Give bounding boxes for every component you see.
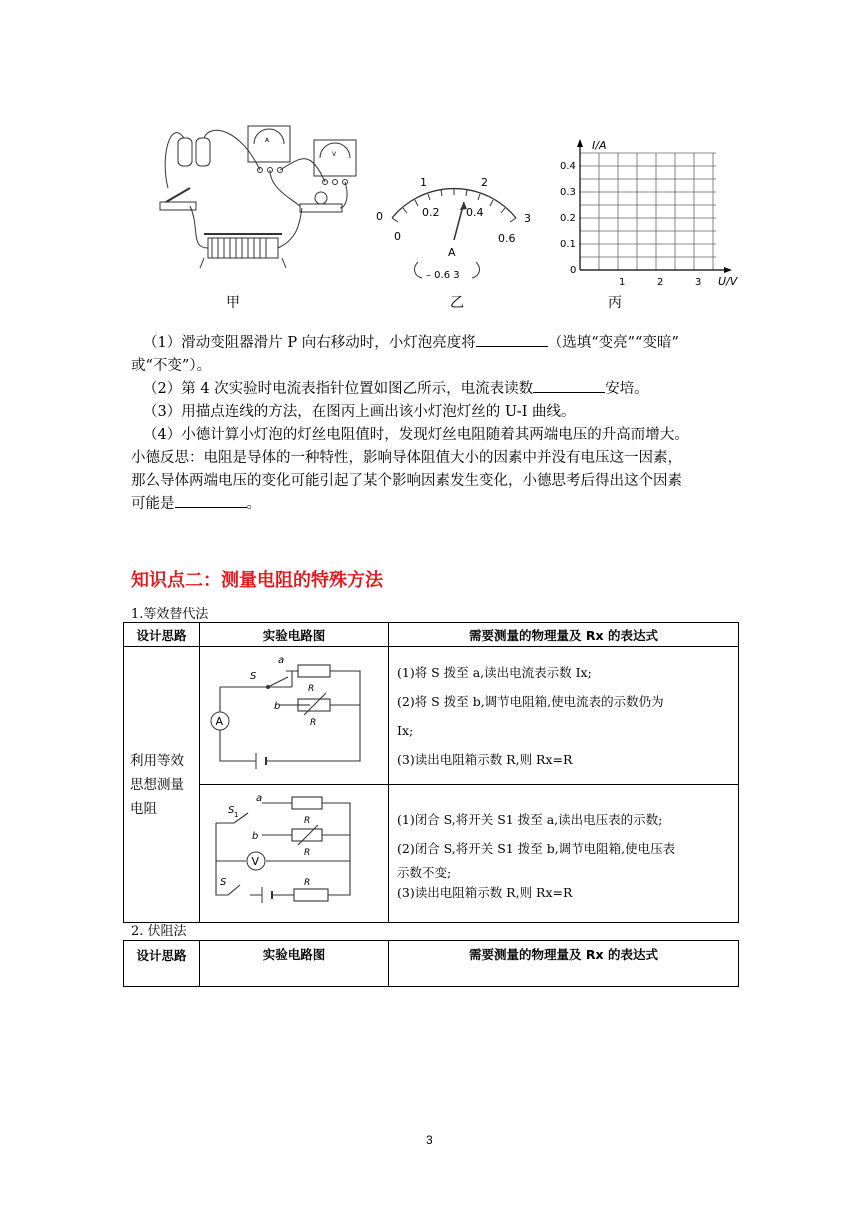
svg-text:A: A	[265, 137, 270, 144]
dial-bottom-1: 0.2	[422, 206, 440, 219]
figure-label-bing: 丙	[608, 295, 622, 311]
table-voltmeter-resistor	[123, 940, 739, 987]
table2-header-idea: 设计思路	[124, 941, 200, 987]
subsection-1-title: 1.等效替代法	[131, 607, 209, 622]
circuit-voltmeter-cell	[200, 785, 389, 923]
apparatus-figure	[150, 118, 360, 288]
answer-blank-1[interactable]	[476, 332, 548, 347]
table1-header-idea: 设计思路	[124, 623, 200, 647]
graph-ytick: 0.4	[560, 161, 576, 172]
circuit-voltmeter-diagram	[200, 785, 388, 919]
question-4: （4）小德计算小灯泡的灯丝电阻值时，发现灯丝电阻随着其两端电压的升高而增大。	[143, 427, 689, 443]
table-equivalent-substitution	[123, 622, 739, 923]
graph-xlabel: U/V	[718, 275, 738, 288]
ammeter-symbol: A	[215, 715, 224, 728]
dial-top-1: 1	[420, 176, 427, 189]
question-4-line2: 小德反思：电阻是导体的一种特性，影响导体阻值大小的因素中并没有电压这一因素，	[131, 450, 682, 466]
subsection-2-title: 2. 伏阻法	[131, 924, 187, 939]
page-number: 3	[426, 1133, 433, 1147]
dial-bottom-3: 0.6	[498, 232, 516, 245]
svg-text:R: R	[304, 878, 311, 888]
answer-blank-2[interactable]	[533, 378, 605, 393]
question-1-cont: 或“不变”）。	[131, 358, 212, 374]
graph-ytick: 0.1	[560, 239, 576, 250]
circuit-ammeter-diagram	[200, 647, 388, 781]
svg-text:b: b	[274, 701, 281, 712]
table1-row1-expression: (1)将 S 拨至 a,读出电流表示数 Ix; (2)将 S 拨至 b,调节电阻箱,使电流表的示数仍为 Ix; (3)读出电阻箱示数 R,则 Rx=R	[389, 647, 739, 785]
svg-text:1: 1	[234, 811, 239, 819]
table2-header-circuit: 实验电路图	[200, 941, 389, 987]
figure-label-yi: 乙	[450, 295, 464, 311]
table1-row2-expression: (1)闭合 S,将开关 S1 拨至 a,读出电压表的示数; (2)闭合 S,将开关 S1 拨至 b,调节电阻箱,使电压表 示数不变; (3)读出电阻箱示数 R,则 Rx=R	[389, 785, 739, 923]
question-4-line4: 可能是 。	[131, 493, 741, 516]
svg-text:a: a	[278, 655, 285, 666]
ui-graph-figure	[556, 135, 756, 290]
answer-blank-4[interactable]	[175, 493, 247, 508]
svg-text:V: V	[332, 151, 337, 158]
graph-xtick: 2	[657, 277, 664, 288]
table1-header-circuit: 实验电路图	[200, 623, 389, 647]
graph-xtick: 1	[619, 277, 626, 288]
svg-text:a: a	[256, 793, 263, 804]
svg-text:R: R	[308, 684, 315, 694]
dial-terminals: – 0.6 3	[426, 270, 460, 281]
dial-bottom-2: 0.4	[466, 206, 484, 219]
graph-ytick: 0.2	[560, 213, 576, 224]
svg-text:R: R	[304, 816, 311, 826]
question-4-line3: 那么导体两端电压的变化可能引起了某个影响因素发生变化，小德思考后得出这个因素	[131, 473, 682, 489]
svg-text:R: R	[310, 718, 317, 728]
voltmeter-symbol: V	[251, 855, 260, 868]
ammeter-dial-figure	[370, 170, 540, 285]
svg-text:b: b	[252, 831, 259, 842]
circuit-ammeter-cell	[200, 647, 389, 785]
question-2: （2）第 4 次实验时电流表指针位置如图乙所示，电流表读数 安培。	[143, 378, 753, 401]
dial-bottom-0: 0	[394, 230, 401, 243]
question-3: （3）用描点连线的方法，在图丙上画出该小灯泡灯丝的 U-I 曲线。	[143, 404, 576, 420]
svg-text:R: R	[304, 848, 311, 858]
svg-text:S: S	[228, 805, 235, 816]
table2-header-expression: 需要测量的物理量及 Rx 的表达式	[389, 941, 739, 987]
svg-text:S: S	[250, 671, 257, 682]
graph-ylabel: I/A	[592, 139, 607, 152]
section-title: 知识点二：测量电阻的特殊方法	[131, 570, 383, 591]
graph-xtick: 3	[695, 277, 702, 288]
question-1: （1）滑动变阻器滑片 P 向右移动时，小灯泡亮度将 （选填“变亮”“变暗”	[143, 332, 743, 355]
dial-top-3: 3	[524, 212, 531, 225]
table1-header-expression: 需要测量的物理量及 Rx 的表达式	[389, 623, 739, 647]
dial-symbol: A	[448, 246, 456, 259]
svg-text:S: S	[220, 877, 227, 888]
dial-top-0: 0	[376, 210, 383, 223]
graph-ytick: 0.3	[560, 187, 576, 198]
graph-ytick: 0	[570, 265, 577, 276]
dial-top-2: 2	[481, 176, 488, 189]
figure-label-jia: 甲	[226, 295, 240, 311]
table1-idea-cell: 利用等效思想测量电阻	[124, 647, 200, 923]
